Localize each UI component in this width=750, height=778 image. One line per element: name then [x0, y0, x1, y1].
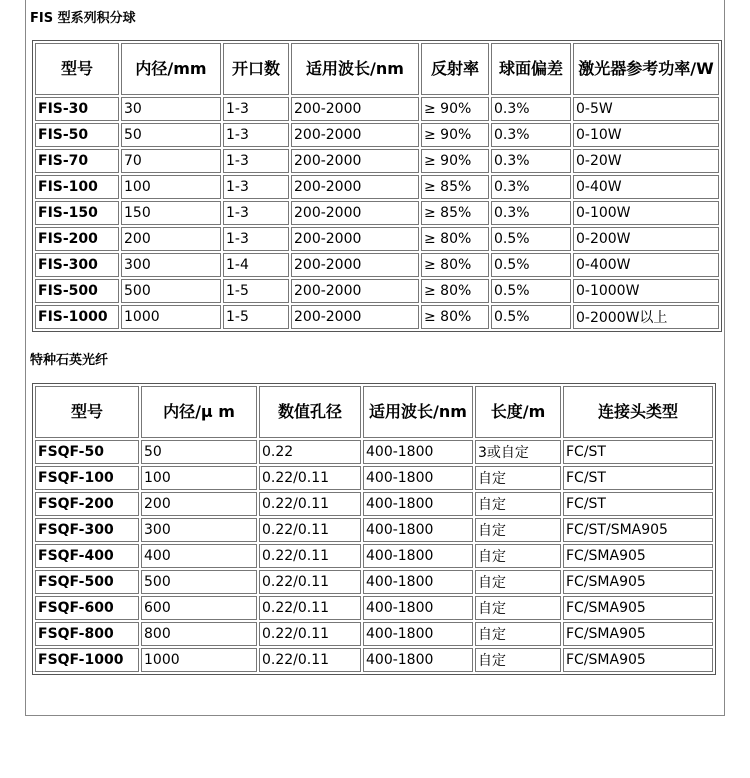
table-row: [35, 518, 713, 542]
table-cell: 500: [141, 570, 257, 594]
table-cell: 400-1800: [363, 466, 473, 490]
table-cell: 200-2000: [291, 253, 419, 277]
table-cell: 200-2000: [291, 123, 419, 147]
table-cell: ≥ 80%: [421, 227, 489, 251]
table-row: [35, 492, 713, 516]
table-cell: FC/SMA905: [563, 596, 713, 620]
table-cell: 0.5%: [491, 227, 571, 251]
model-cell: FSQF-100: [35, 466, 139, 490]
header-wavelength: 适用波长/nm: [291, 43, 419, 95]
table-row: [35, 227, 719, 251]
table-cell: 400-1800: [363, 544, 473, 568]
table-cell: ≥ 85%: [421, 201, 489, 225]
table-cell: 70: [121, 149, 221, 173]
table-cell: 0.3%: [491, 149, 571, 173]
table-cell: 0.5%: [491, 253, 571, 277]
table-cell: 自定: [475, 466, 561, 490]
table-cell: 1000: [141, 648, 257, 672]
table-cell: 400-1800: [363, 596, 473, 620]
model-cell: FIS-50: [35, 123, 119, 147]
table-cell: ≥ 90%: [421, 97, 489, 121]
table-row: [35, 596, 713, 620]
model-cell: FIS-70: [35, 149, 119, 173]
table-cell: 0.22/0.11: [259, 648, 361, 672]
table-cell: 150: [121, 201, 221, 225]
table-cell: 0-200W: [573, 227, 719, 251]
table-cell: 0-40W: [573, 175, 719, 199]
table-cell: 1-3: [223, 97, 289, 121]
table-cell: 1-5: [223, 305, 289, 329]
header-ports: 开口数: [223, 43, 289, 95]
table-cell: 200: [141, 492, 257, 516]
header-inner-diameter: 内径/mm: [121, 43, 221, 95]
table-cell: 200-2000: [291, 227, 419, 251]
table-cell: 0-400W: [573, 253, 719, 277]
table-cell: ≥ 90%: [421, 149, 489, 173]
table-cell: 50: [121, 123, 221, 147]
table-cell: 1-3: [223, 201, 289, 225]
table-cell: 3或自定: [475, 440, 561, 464]
table-cell: 300: [141, 518, 257, 542]
table-row: [35, 149, 719, 173]
header-laser-power: 激光器参考功率/W: [573, 43, 719, 95]
table-cell: 0.22/0.11: [259, 518, 361, 542]
table-cell: 0.22: [259, 440, 361, 464]
model-cell: FSQF-1000: [35, 648, 139, 672]
table-cell: 1-3: [223, 123, 289, 147]
table-cell: 0.22/0.11: [259, 492, 361, 516]
table-cell: 300: [121, 253, 221, 277]
table-cell: 1-3: [223, 175, 289, 199]
table-cell: 400-1800: [363, 648, 473, 672]
table-cell: FC/ST: [563, 492, 713, 516]
table-cell: 0.3%: [491, 123, 571, 147]
header-model: 型号: [35, 43, 119, 95]
table-cell: 400-1800: [363, 570, 473, 594]
table-cell: 0.5%: [491, 279, 571, 303]
table-cell: 自定: [475, 570, 561, 594]
table-cell: ≥ 80%: [421, 305, 489, 329]
table-row: [35, 440, 713, 464]
model-cell: FSQF-600: [35, 596, 139, 620]
table-cell: 0.22/0.11: [259, 622, 361, 646]
integrating-sphere-table: [32, 40, 722, 332]
table-cell: 0-10W: [573, 123, 719, 147]
table-cell: 0-5W: [573, 97, 719, 121]
table-row: [35, 97, 719, 121]
table-header-row: [35, 386, 713, 438]
model-cell: FSQF-300: [35, 518, 139, 542]
table-cell: ≥ 80%: [421, 253, 489, 277]
table-cell: 200-2000: [291, 201, 419, 225]
table-cell: 400-1800: [363, 440, 473, 464]
header-model: 型号: [35, 386, 139, 438]
table-row: [35, 175, 719, 199]
table-cell: 400: [141, 544, 257, 568]
model-cell: FIS-1000: [35, 305, 119, 329]
table-cell: 自定: [475, 492, 561, 516]
model-cell: FIS-30: [35, 97, 119, 121]
table-cell: 400-1800: [363, 622, 473, 646]
table-cell: 200-2000: [291, 305, 419, 329]
header-numerical-aperture: 数值孔径: [259, 386, 361, 438]
table-cell: 100: [141, 466, 257, 490]
table-row: [35, 123, 719, 147]
table-cell: FC/ST/SMA905: [563, 518, 713, 542]
table-cell: 100: [121, 175, 221, 199]
table-cell: 自定: [475, 622, 561, 646]
table-row: [35, 305, 719, 329]
table-cell: 0.22/0.11: [259, 466, 361, 490]
model-cell: FSQF-500: [35, 570, 139, 594]
table-cell: 600: [141, 596, 257, 620]
table-cell: 1-4: [223, 253, 289, 277]
table-cell: 自定: [475, 596, 561, 620]
header-sphere-deviation: 球面偏差: [491, 43, 571, 95]
header-inner-diameter: 内径/μ m: [141, 386, 257, 438]
model-cell: FSQF-200: [35, 492, 139, 516]
table-cell: 50: [141, 440, 257, 464]
table-cell: 0-20W: [573, 149, 719, 173]
table-cell: 0.3%: [491, 175, 571, 199]
table-row: [35, 279, 719, 303]
table-cell: 0.22/0.11: [259, 544, 361, 568]
table-cell: 1-3: [223, 149, 289, 173]
table-cell: 500: [121, 279, 221, 303]
header-connector: 连接头类型: [563, 386, 713, 438]
table-row: [35, 570, 713, 594]
table-cell: FC/ST: [563, 466, 713, 490]
quartz-fiber-table: [32, 383, 716, 675]
table-row: [35, 544, 713, 568]
integrating-sphere-title: FIS 型系列积分球: [30, 11, 136, 26]
model-cell: FIS-100: [35, 175, 119, 199]
table-cell: 800: [141, 622, 257, 646]
table-cell: 0-100W: [573, 201, 719, 225]
model-cell: FIS-150: [35, 201, 119, 225]
table-cell: 0-1000W: [573, 279, 719, 303]
quartz-fiber-title: 特种石英光纤: [30, 353, 109, 368]
table-header-row: [35, 43, 719, 95]
model-cell: FIS-200: [35, 227, 119, 251]
table-cell: FC/SMA905: [563, 648, 713, 672]
header-wavelength: 适用波长/nm: [363, 386, 473, 438]
table-cell: 200-2000: [291, 175, 419, 199]
table-row: [35, 466, 713, 490]
table-cell: 0.3%: [491, 97, 571, 121]
table-cell: 自定: [475, 518, 561, 542]
model-cell: FSQF-50: [35, 440, 139, 464]
table-cell: 400-1800: [363, 518, 473, 542]
table-cell: FC/SMA905: [563, 622, 713, 646]
table-cell: 自定: [475, 648, 561, 672]
table-cell: 200-2000: [291, 149, 419, 173]
table-cell: 1-5: [223, 279, 289, 303]
table-cell: 200-2000: [291, 97, 419, 121]
table-cell: 200-2000: [291, 279, 419, 303]
header-reflectance: 反射率: [421, 43, 489, 95]
table-cell: 1000: [121, 305, 221, 329]
table-row: [35, 622, 713, 646]
model-cell: FSQF-800: [35, 622, 139, 646]
model-cell: FSQF-400: [35, 544, 139, 568]
table-cell: 0.22/0.11: [259, 596, 361, 620]
table-cell: ≥ 90%: [421, 123, 489, 147]
table-cell: FC/ST: [563, 440, 713, 464]
table-cell: 0-2000W以上: [573, 305, 719, 329]
model-cell: FIS-300: [35, 253, 119, 277]
table-cell: ≥ 80%: [421, 279, 489, 303]
table-cell: 0.22/0.11: [259, 570, 361, 594]
table-cell: 400-1800: [363, 492, 473, 516]
table-row: [35, 648, 713, 672]
table-cell: 200: [121, 227, 221, 251]
table-cell: ≥ 85%: [421, 175, 489, 199]
table-cell: 0.3%: [491, 201, 571, 225]
table-cell: 0.5%: [491, 305, 571, 329]
table-cell: FC/SMA905: [563, 570, 713, 594]
model-cell: FIS-500: [35, 279, 119, 303]
table-cell: 自定: [475, 544, 561, 568]
table-cell: 30: [121, 97, 221, 121]
table-cell: 1-3: [223, 227, 289, 251]
table-row: [35, 201, 719, 225]
content-frame: [25, 0, 725, 716]
table-row: [35, 253, 719, 277]
header-length: 长度/m: [475, 386, 561, 438]
table-cell: FC/SMA905: [563, 544, 713, 568]
